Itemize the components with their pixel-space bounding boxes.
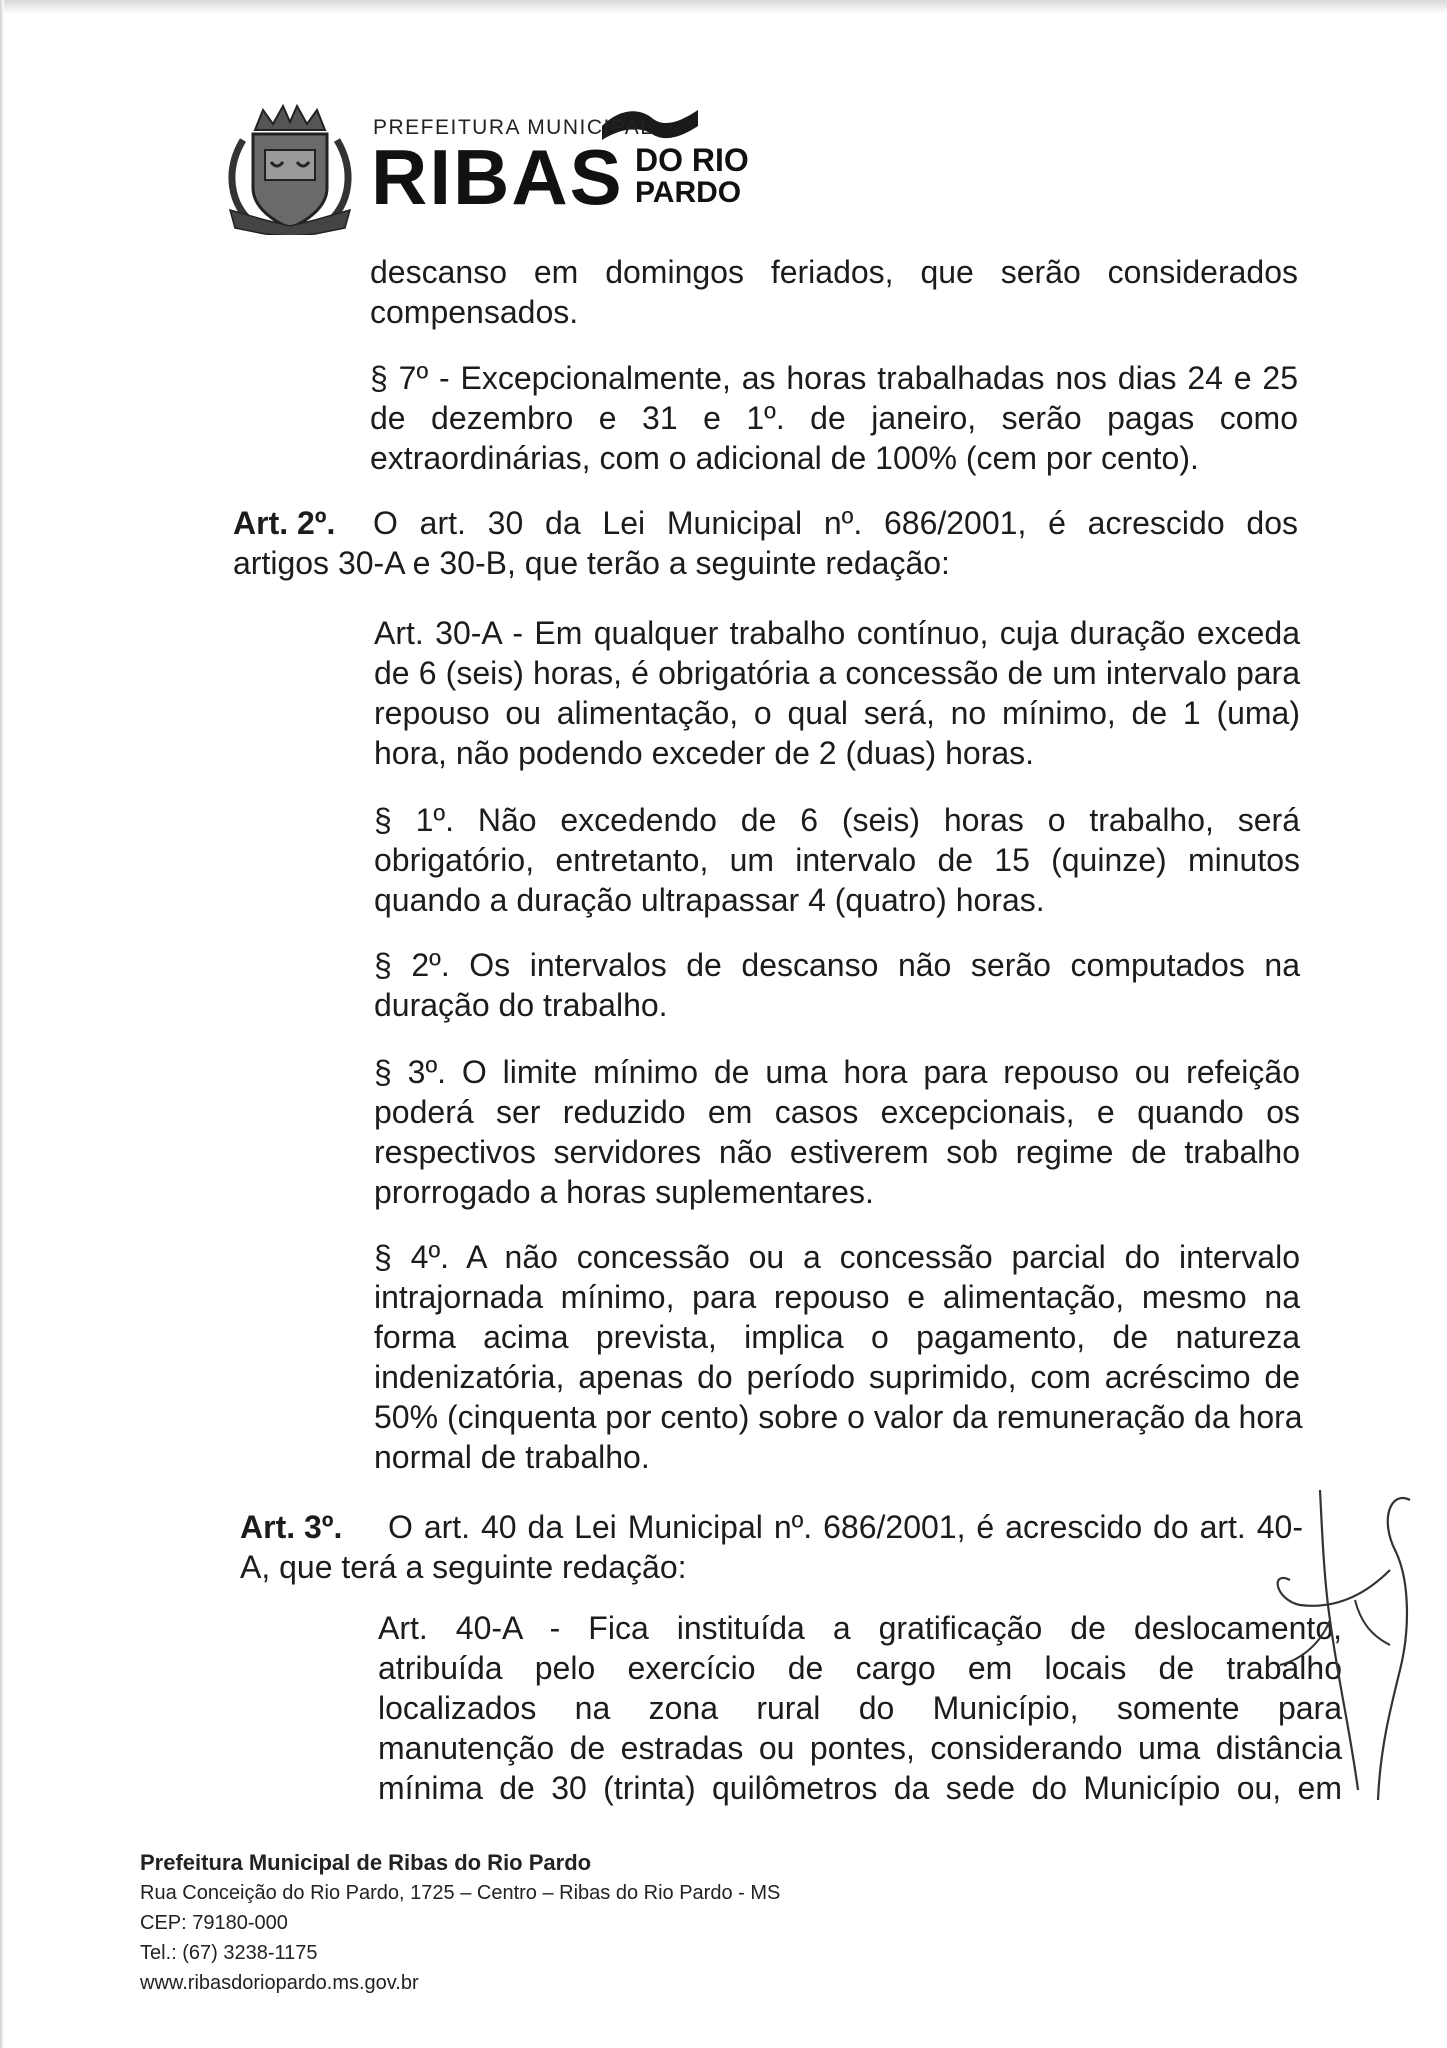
scan-top-edge	[0, 0, 1447, 14]
text-line: O art. 40 da Lei Municipal nº. 686/2001, é acrescido do art. 40-	[388, 1509, 1303, 1545]
text-line: O art. 30 da Lei Municipal nº. 686/2001, é acrescido dos	[373, 505, 1298, 541]
text-line: poderá ser reduzido em casos excepcionais, e quando os	[374, 1094, 1300, 1130]
scan-left-edge	[0, 0, 4, 2048]
letterhead	[225, 100, 749, 235]
text-line: extraordinárias, com o adicional de 100% (cem por cento).	[370, 440, 1199, 476]
intro-paragraph	[370, 252, 1298, 332]
footer-title: Prefeitura Municipal de Ribas do Rio Pardo	[140, 1850, 592, 1875]
text-line: artigos 30-A e 30-B, que terão a seguinte redação:	[233, 545, 950, 581]
paragraph-30a-2	[374, 945, 1300, 1025]
paragraph-30a-4	[374, 1237, 1303, 1477]
text-line: § 7º - Excepcionalmente, as horas trabalhadas nos dias 24 e 25	[370, 360, 1298, 396]
text-line: normal de trabalho.	[374, 1439, 650, 1475]
text-line: de 6 (seis) horas, é obrigatória a concessão de um intervalo para	[374, 655, 1300, 691]
paragraph-7	[370, 358, 1298, 478]
prefeitura-label: PREFEITURA MUNICIPAL	[373, 116, 654, 139]
text-line: § 2º. Os intervalos de descanso não serão computados na	[374, 947, 1300, 983]
text-line: § 3º. O limite mínimo de uma hora para repouso ou refeição	[374, 1054, 1300, 1090]
text-line: 50% (cinquenta por cento) sobre o valor da remuneração da hora	[374, 1399, 1303, 1435]
municipal-crest-icon	[225, 100, 355, 235]
text-line: § 1º. Não excedendo de 6 (seis) horas o trabalho, será	[374, 802, 1300, 838]
paragraph-30a-1	[374, 800, 1300, 920]
text-line: duração do trabalho.	[374, 987, 668, 1023]
footer-website: www.ribasdoriopardo.ms.gov.br	[140, 1972, 419, 1994]
text-line: descanso em domingos feriados, que serão considerados	[370, 254, 1298, 290]
text-line: Art. 40-A - Fica instituída a gratificação de deslocamento,	[378, 1610, 1342, 1646]
text-line: de dezembro e 31 e 1º. de janeiro, serão pagas como	[370, 400, 1298, 436]
footer-street: Rua Conceição do Rio Pardo, 1725 – Centro – Ribas do Rio Pardo - MS	[140, 1882, 781, 1904]
text-line: respectivos servidores não estiverem sob regime de trabalho	[374, 1134, 1300, 1170]
article-2	[233, 503, 1298, 583]
handwritten-rubric-icon	[1260, 1470, 1430, 1820]
footer-cep: CEP: 79180-000	[140, 1912, 288, 1934]
text-line: atribuída pelo exercício de cargo em locais de trabalho	[378, 1650, 1342, 1686]
text-line: localizados na zona rural do Município, somente para	[378, 1690, 1342, 1726]
article-label: Art. 2º.	[233, 505, 336, 541]
logo-ribas: RIBAS	[371, 133, 624, 221]
text-line: A, que terá a seguinte redação:	[240, 1549, 687, 1585]
text-line: manutenção de estradas ou pontes, considerando uma distância	[378, 1730, 1342, 1766]
text-line: prorrogado a horas suplementares.	[374, 1174, 874, 1210]
logo-do-rio: DO RIO	[635, 142, 749, 178]
paragraph-30a-3	[374, 1052, 1300, 1212]
article-label: Art. 3º.	[240, 1509, 343, 1545]
article-40a	[378, 1608, 1342, 1808]
text-line: repouso ou alimentação, o qual será, no mínimo, de 1 (uma)	[374, 695, 1300, 731]
footer-address	[140, 1848, 780, 1998]
article-30a	[374, 613, 1300, 773]
logo-pardo: PARDO	[635, 176, 742, 209]
text-line: § 4º. A não concessão ou a concessão parcial do intervalo	[374, 1239, 1300, 1275]
footer-phone: Tel.: (67) 3238-1175	[140, 1942, 318, 1964]
text-line: intrajornada mínimo, para repouso e alimentação, mesmo na	[374, 1279, 1300, 1315]
text-line: hora, não podendo exceder de 2 (duas) horas.	[374, 735, 1035, 771]
article-3	[240, 1507, 1303, 1587]
text-line: mínima de 30 (trinta) quilômetros da sede do Município ou, em	[378, 1770, 1342, 1806]
text-line: quando a duração ultrapassar 4 (quatro) horas.	[374, 882, 1045, 918]
text-line: compensados.	[370, 294, 579, 330]
text-line: obrigatório, entretanto, um intervalo de 15 (quinze) minutos	[374, 842, 1300, 878]
text-line: Art. 30-A - Em qualquer trabalho contínuo, cuja duração exceda	[374, 615, 1300, 651]
text-line: indenizatória, apenas do período suprimido, com acréscimo de	[374, 1359, 1300, 1395]
text-line: forma acima prevista, implica o pagamento, de natureza	[374, 1319, 1300, 1355]
